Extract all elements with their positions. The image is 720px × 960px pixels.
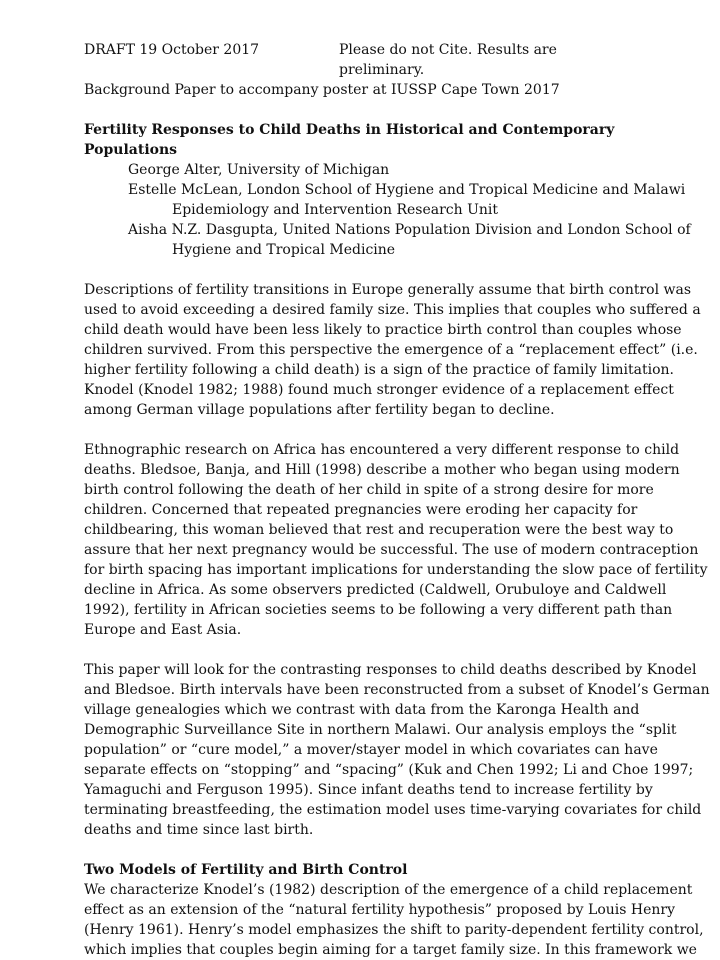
draft-header [84,40,644,78]
text-line: among German village populations after fertility began to decline. [84,402,555,418]
draft-date: DRAFT 19 October 2017 [84,42,260,58]
citation-notice: Please do not Cite. Results are preliminary. [339,42,557,78]
paper-title [84,120,644,160]
text-line: and Bledsoe. Birth intervals have been reconstructed from a subset of Knodel’s German [84,682,710,698]
text-line: (Henry 1961). Henry’s model emphasizes the shift to parity-dependent fertility control, [84,922,704,938]
text-line: deaths and time since last birth. [84,822,314,838]
text-line: decline in Africa. As some observers predicted (Caldwell, Orubuloye and Caldwell [84,582,667,598]
text-line: Ethnographic research on Africa has encountered a very different response to child [84,442,680,458]
text-line: childbearing, this woman believed that rest and recuperation were the best way to [84,522,674,538]
author-line-continued: Epidemiology and Intervention Research Unit [172,202,499,218]
text-line: Europe and East Asia. [84,622,242,638]
author-line: Aisha N.Z. Dasgupta, United Nations Population Division and London School of [128,222,691,238]
text-line: 1992), fertility in African societies seems to be following a very different path than [84,602,673,618]
text-line: assure that her next pregnancy would be successful. The use of modern contraception [84,542,699,558]
text-line: village genealogies which we contrast with data from the Karonga Health and [84,702,640,718]
text-line: children survived. From this perspective the emergence of a “replacement effect” (i.e. [84,342,698,358]
text-line: deaths. Bledsoe, Banja, and Hill (1998) describe a mother who began using modern [84,462,680,478]
paper-subtitle: Background Paper to accompany poster at IUSSP Cape Town 2017 [84,82,560,98]
paragraph-africa [84,440,708,640]
text-line: terminating breastfeeding, the estimation model uses time-varying covariates for child [84,802,702,818]
text-line: Descriptions of fertility transitions in Europe generally assume that birth control was [84,282,692,298]
section-heading: Two Models of Fertility and Birth Control [84,862,408,878]
paragraph-methods [84,660,710,840]
text-line: population” or “cure model,” a mover/stayer model in which covariates can have [84,742,658,758]
title-line: Populations [84,142,178,158]
author-line: Estelle McLean, London School of Hygiene and Tropical Medicine and Malawi [128,182,686,198]
author-line-continued: Hygiene and Tropical Medicine [172,242,396,258]
text-line: higher fertility following a child death) is a sign of the practice of family limitation. [84,362,674,378]
text-line: child death would have been less likely to practice birth control than couples whose [84,322,682,338]
text-line: used to avoid exceeding a desired family size. This implies that couples who suffered a [84,302,701,318]
text-line: This paper will look for the contrasting responses to child deaths described by Knodel [84,662,697,678]
paragraph-europe [84,280,701,420]
text-line: Demographic Surveillance Site in northern Malawi. Our analysis employs the “split [84,722,677,738]
author-list [84,160,691,260]
text-line: which implies that couples begin aiming for a target family size. In this framework we [84,942,697,958]
text-line: Knodel (Knodel 1982; 1988) found much stronger evidence of a replacement effect [84,382,674,398]
paragraph-models [84,880,704,960]
text-line: Yamaguchi and Ferguson 1995). Since infant deaths tend to increase fertility by [84,782,653,798]
document-page [84,40,710,960]
text-line: separate effects on “stopping” and “spacing” (Kuk and Chen 1992; Li and Choe 1997; [84,762,694,778]
title-line: Fertility Responses to Child Deaths in Historical and Contemporary [84,122,615,138]
text-line: We characterize Knodel’s (1982) description of the emergence of a child replacement [84,882,693,898]
text-line: children. Concerned that repeated pregnancies were eroding her capacity for [84,502,638,518]
text-line: for birth spacing has important implications for understanding the slow pace of fertility [84,562,708,578]
author-line: George Alter, University of Michigan [128,162,390,178]
text-line: birth control following the death of her child in spite of a strong desire for more [84,482,654,498]
text-line: effect as an extension of the “natural fertility hypothesis” proposed by Louis Henry [84,902,676,918]
